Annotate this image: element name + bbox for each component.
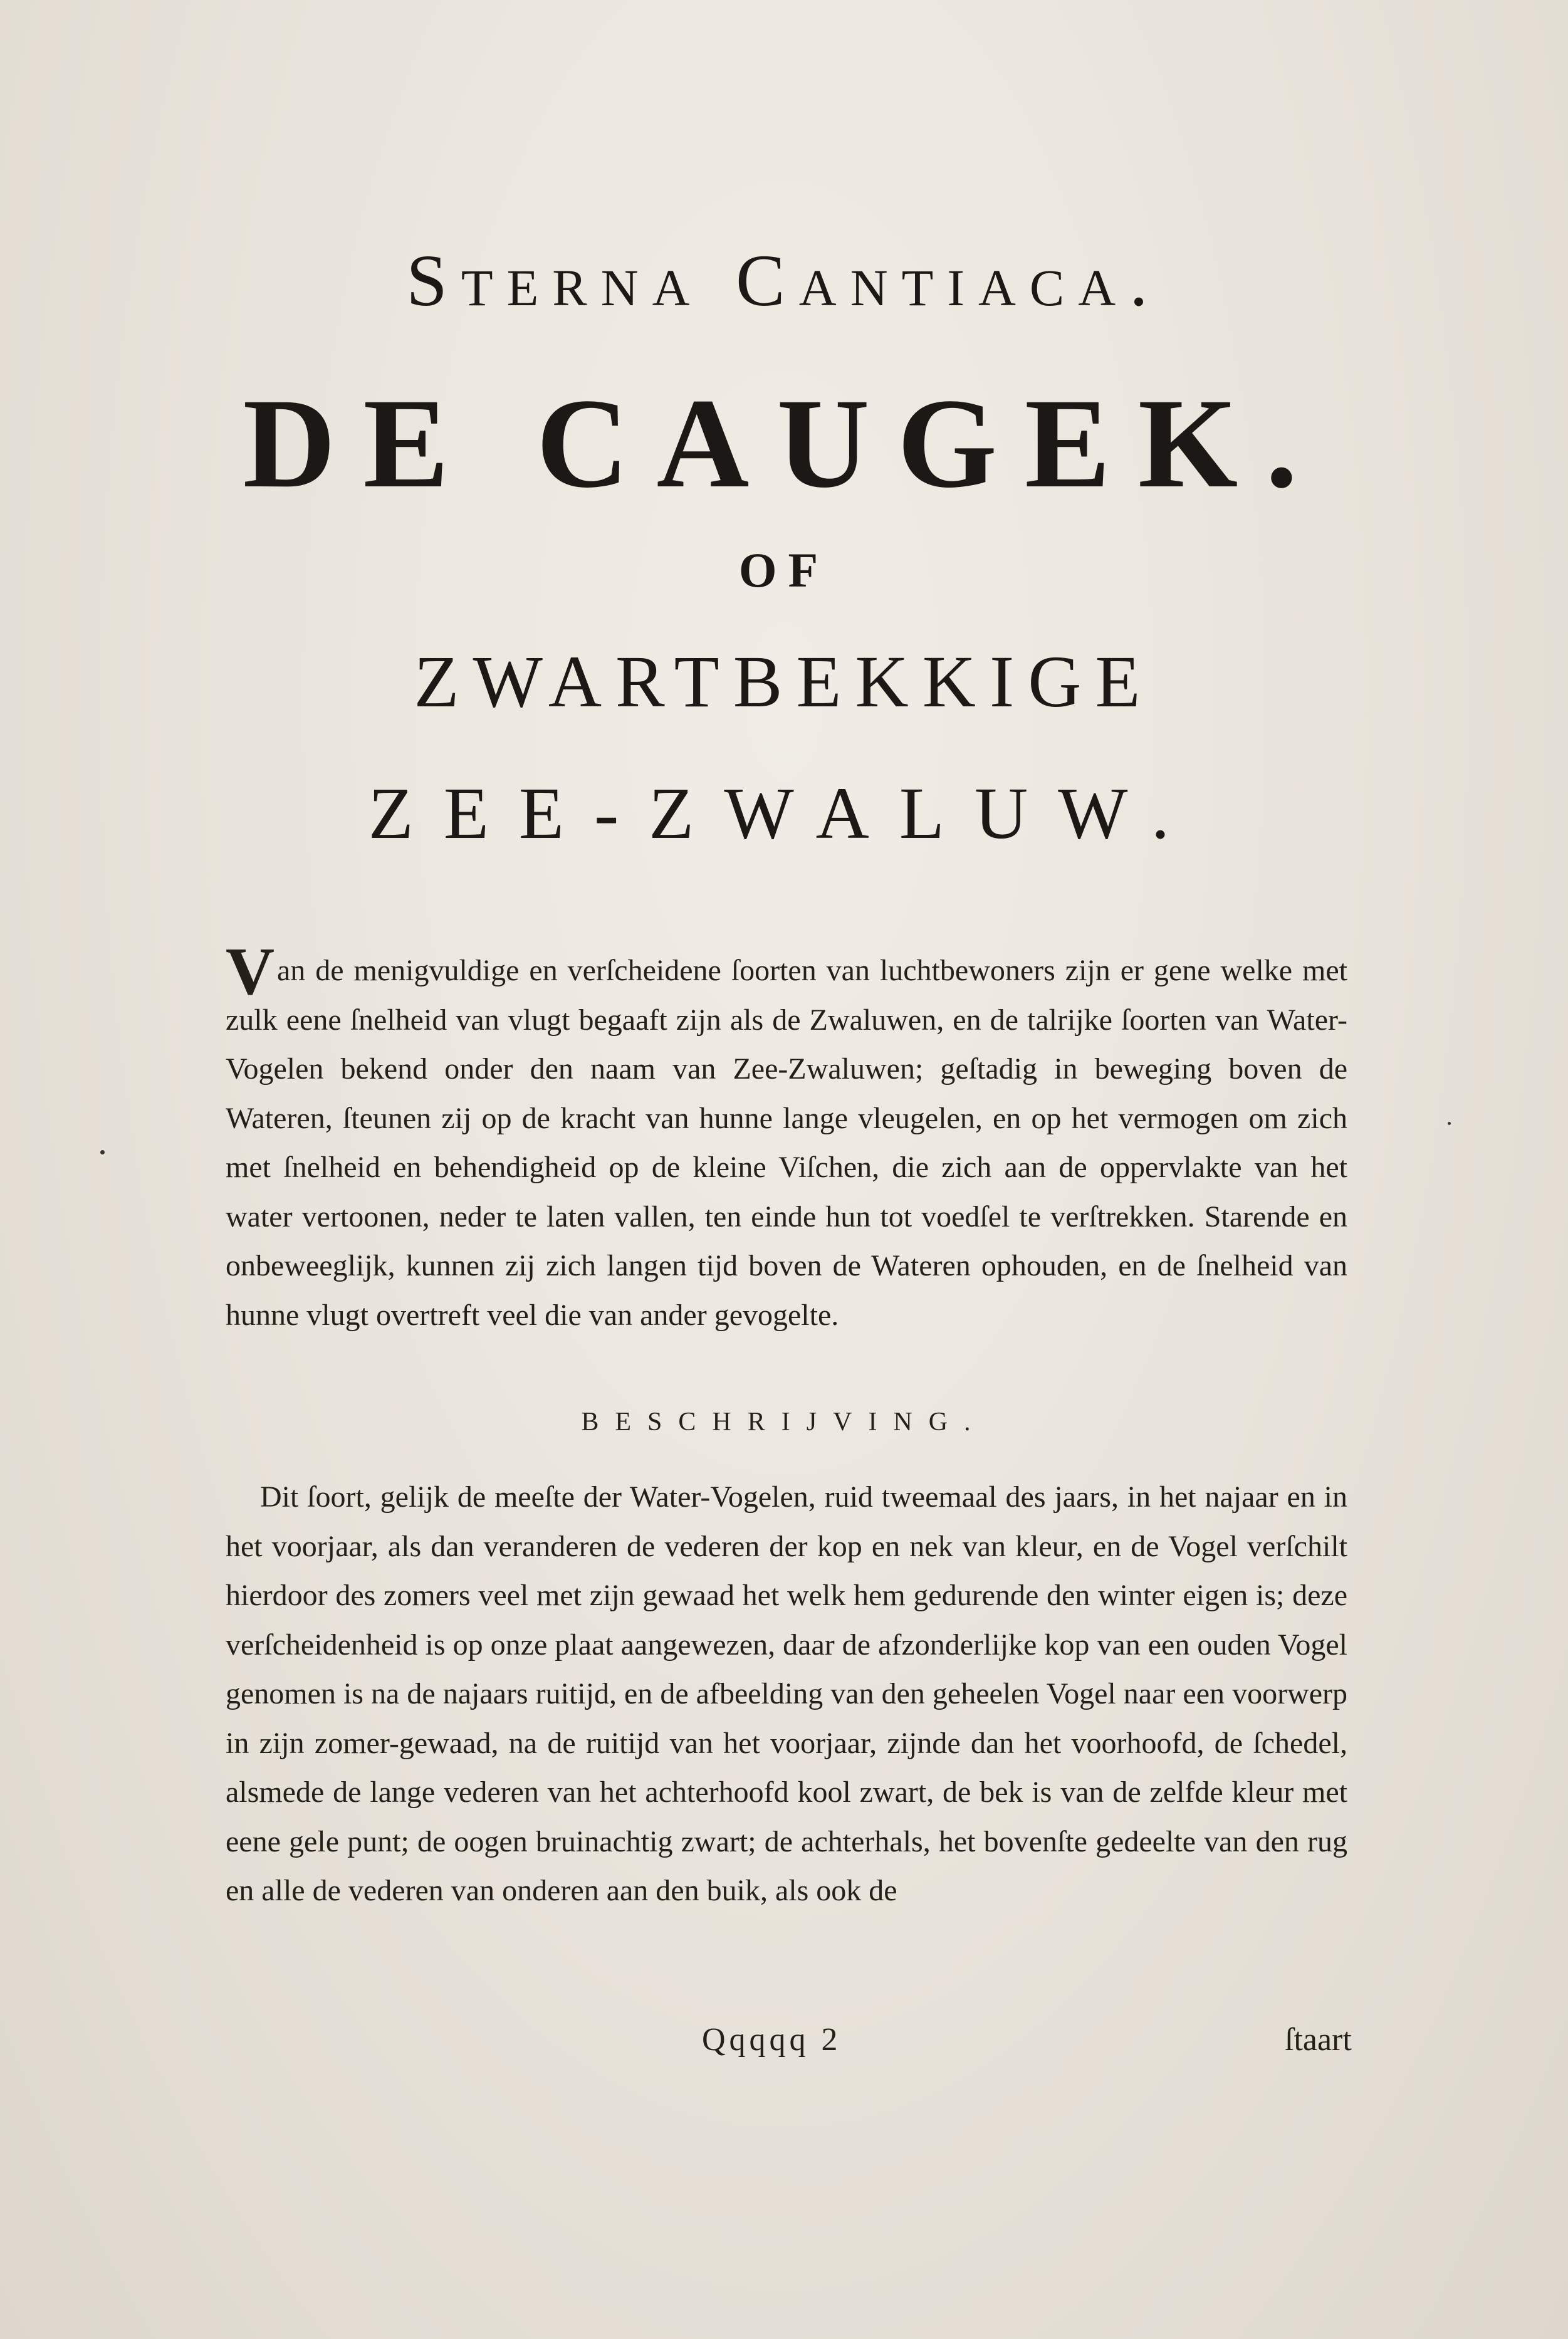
ink-speck: [1448, 1122, 1451, 1125]
title-latin-name: Sterna Cantiaca.: [406, 239, 1162, 322]
section-heading: BESCHRIJVING.: [581, 1408, 987, 1436]
intro-text: an de menigvuldige en verſcheidene ſoorten van luchtbewoners zijn er gene welke met zulk eene ſnelheid van vlugt begaaft zijn als de Zwaluwen, en de talrijke ſoorten van Water-Vogelen bekend onder den naam van Zee-Zwaluwen; geſtadig in beweging boven de Wateren, ſteunen zij op de kracht van hunne lange vleugelen, en op het vermogen om zich met ſnelheid en behendigheid op de kleine Viſchen, die zich aan de oppervlakte van het water vertoonen, neder te laten vallen, ten einde hun tot voedſel te verſtrekken. Starende en onbeweeglijk, kunnen zij zich langen tijd boven de Wateren ophouden, en de ſnelheid van hunne vlugt overtreft veel die van ander gevogelte.: [226, 954, 1347, 1332]
title-common-name: DE CAUGEK.: [243, 372, 1325, 515]
title-alt-name-line1: ZWARTBEKKIGE: [414, 641, 1154, 723]
catchword: ſtaart: [1285, 2022, 1352, 2058]
ink-speck: [100, 1150, 105, 1154]
drop-initial: V: [226, 934, 274, 1009]
title-conjunction: OF: [738, 543, 830, 597]
signature-mark: Qqqqq 2: [702, 2022, 842, 2058]
intro-paragraph: [226, 934, 1347, 1340]
description-paragraph: Dit ſoort, gelijk de meeſte der Water-Vogelen, ruid tweemaal des jaars, in het najaar en in het voorjaar, als dan veranderen de vederen der kop en nek van kleur, en de Vogel verſchilt hierdoor des zomers veel met zijn gewaad het welk hem gedurende den winter eigen is; deze verſcheidenheid is op onze plaat aangewezen, daar de afzonderlijke kop van een ouden Vogel genomen is na de najaars ruitijd, en de afbeelding van den geheelen Vogel naar een voorwerp in zijn zomer-gewaad, na de ruitijd van het voorjaar, zijnde dan het voorhoofd, de ſchedel, alsmede de lange vederen van het achterhoofd kool zwart, de bek is van de zelfde kleur met eene gele punt; de oogen bruinachtig zwart; de achterhals, het bovenſte gedeelte van den rug en alle de vederen van onderen aan den buik, als ook de: [226, 1480, 1347, 1907]
title-alt-name-line2: ZEE-ZWALUW.: [368, 772, 1200, 854]
